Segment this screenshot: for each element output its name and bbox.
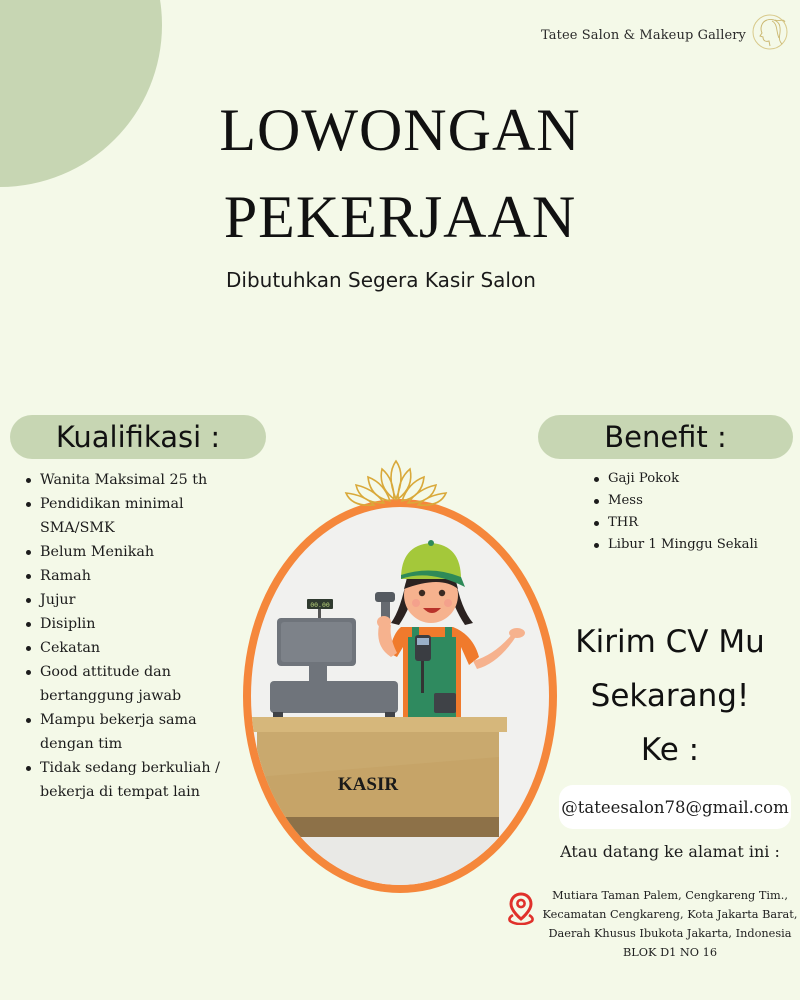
benefits-heading: Benefit : bbox=[538, 415, 793, 459]
list-item: Belum Menikah bbox=[24, 540, 254, 564]
page-title-line2: PEKERJAAN bbox=[223, 184, 577, 250]
address-line: BLOK D1 NO 16 bbox=[622, 946, 718, 959]
list-item: Tidak sedang berkuliah / bekerja di tempat lain bbox=[24, 756, 254, 804]
list-item: Mampu bekerja sama dengan tim bbox=[24, 708, 254, 756]
list-item: Cekatan bbox=[24, 636, 254, 660]
list-item: Gaji Pokok bbox=[592, 468, 792, 490]
cta-line2: Sekarang! bbox=[590, 678, 750, 714]
address-line: Daerah Khusus Ibukota Jakarta, Indonesia bbox=[548, 927, 792, 940]
qualifications-heading: Kualifikasi : bbox=[10, 415, 266, 459]
page-subtitle: Dibutuhkan Segera Kasir Salon bbox=[226, 268, 536, 292]
qualifications-list bbox=[24, 468, 254, 804]
list-item: Ramah bbox=[24, 564, 254, 588]
list-item: Jujur bbox=[24, 588, 254, 612]
cashier-illustration bbox=[251, 507, 549, 885]
cashier-illustration-frame bbox=[243, 499, 557, 893]
email-link[interactable]: @tateesalon78@gmail.com bbox=[559, 785, 791, 829]
list-item: Pendidikan minimal SMA/SMK bbox=[24, 492, 254, 540]
page-title-line1: LOWONGAN bbox=[219, 97, 581, 163]
address-line: Kecamatan Cengkareng, Kota Jakarta Barat, bbox=[542, 908, 798, 921]
address-line: Mutiara Taman Palem, Cengkareng Tim., bbox=[552, 889, 788, 902]
address-block bbox=[540, 886, 800, 962]
cta-line3: Ke : bbox=[640, 732, 700, 768]
visit-label: Atau datang ke alamat ini : bbox=[560, 842, 780, 861]
list-item: Libur 1 Minggu Sekali bbox=[592, 534, 792, 556]
woman-silhouette-logo-icon bbox=[750, 12, 790, 52]
counter-label: KASIR bbox=[337, 774, 399, 795]
list-item: Good attitude dan bertanggung jawab bbox=[24, 660, 254, 708]
list-item: Disiplin bbox=[24, 612, 254, 636]
list-item: THR bbox=[592, 512, 792, 534]
list-item: Wanita Maksimal 25 th bbox=[24, 468, 254, 492]
cta-line1: Kirim CV Mu bbox=[575, 624, 765, 660]
location-pin-icon bbox=[507, 891, 535, 925]
register-display: 00.00 bbox=[310, 601, 330, 609]
brand-header bbox=[541, 18, 790, 52]
brand-name: Tatee Salon & Makeup Gallery bbox=[541, 27, 746, 43]
benefits-list bbox=[592, 468, 792, 556]
list-item: Mess bbox=[592, 490, 792, 512]
lotus-crown-icon bbox=[344, 457, 448, 509]
